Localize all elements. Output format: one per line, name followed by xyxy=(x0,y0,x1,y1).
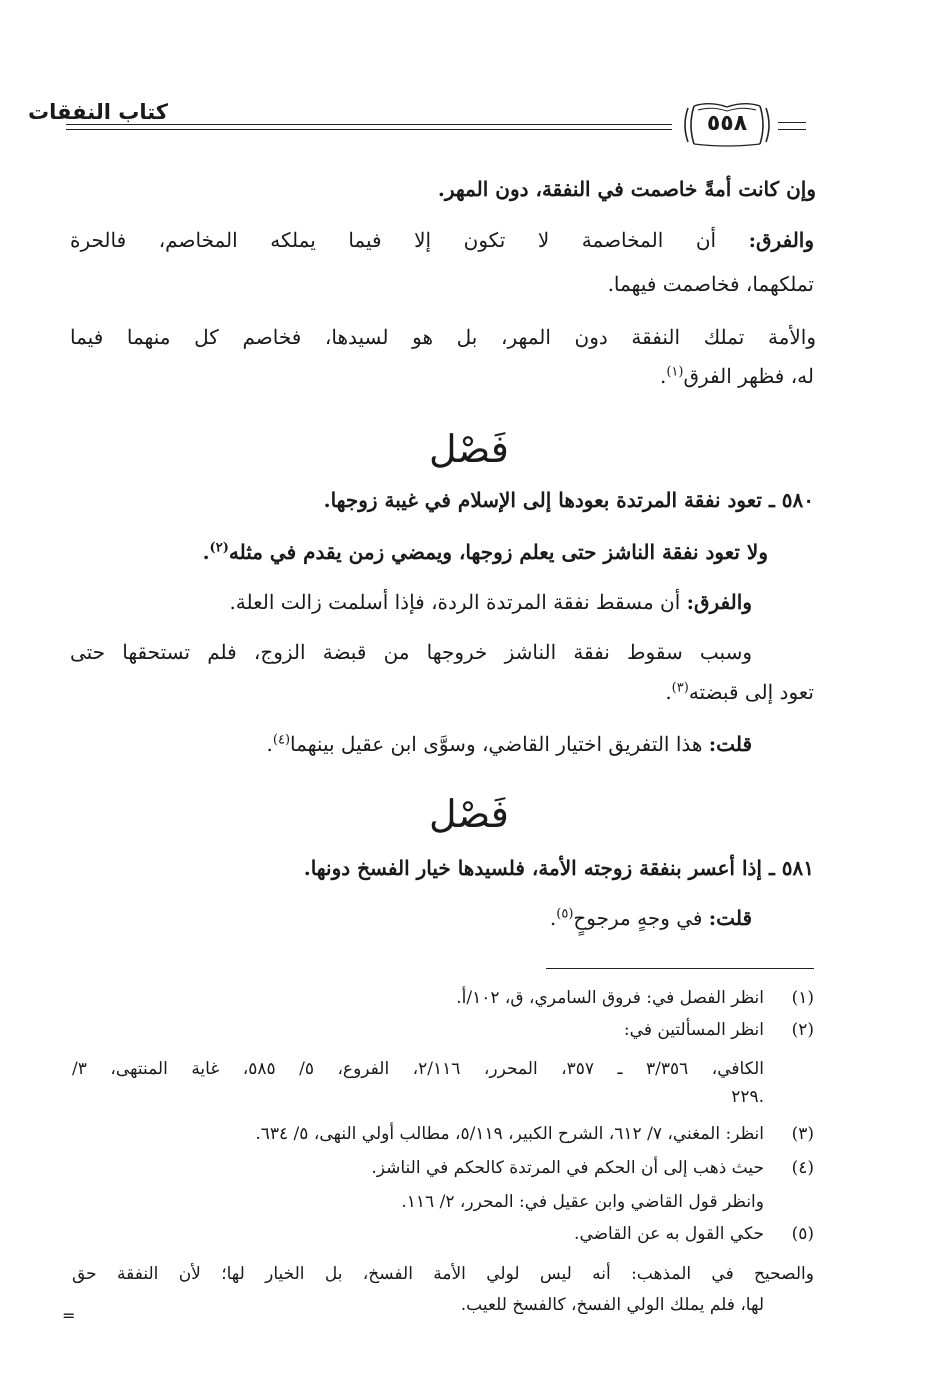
issue-text: ولا تعود نفقة الناشز حتى يعلم زوجها، ويمضي زمن يقدم في مثله xyxy=(228,540,768,564)
footnote-ref: (٢) xyxy=(209,540,229,556)
running-header-title: كتاب النفقات xyxy=(28,100,168,124)
difference-text: أن المخاصمة لا تكون إلا فيما يملكه المخاصم، فالحرة xyxy=(70,228,717,252)
footnote-number: (١) xyxy=(791,988,814,1008)
page-number-ornament xyxy=(680,102,774,148)
difference-paragraph-line xyxy=(70,226,814,254)
explanation-line: والأمة تملك النفقة دون المهر، بل هو لسيدها، فخاصم كل منهما فيما xyxy=(70,325,816,349)
footnote-text: حكي القول به عن القاضي. xyxy=(574,1224,764,1244)
reason-line: تعود إلى قبضته$^{(٣)}$. xyxy=(665,680,814,704)
reason-line: وسبب سقوط نفقة الناشز خروجها من قبضة الزوج، فلم تستحقها حتى xyxy=(70,640,752,664)
qult-label: قلت: xyxy=(708,732,752,756)
issue-number: ٥٨٠ ـ xyxy=(768,488,814,512)
footnote-text: وانظر قول القاضي وابن عقيل في: المحرر، ٢/ ١١٦. xyxy=(401,1192,764,1212)
qult-text: هذا التفريق اختيار القاضي، وسوَّى ابن عقيل بينهما xyxy=(290,732,703,756)
explanation-line: له، فظهر الفرق$^{(١)}$. xyxy=(659,364,814,388)
qult-label: قلت: xyxy=(708,906,752,930)
footnote-text: انظر الفصل في: فروق السامري، ق، ١٠٢/أ. xyxy=(456,988,764,1008)
header-rule-double xyxy=(66,129,672,130)
header-rule xyxy=(66,124,672,125)
footnote-number: (٤) xyxy=(791,1158,814,1178)
issue-number: ٥٨١ ـ xyxy=(768,856,814,880)
footnote-ref: (٤) xyxy=(272,732,291,748)
difference-paragraph xyxy=(229,588,752,616)
section-heading-fasl: فَصْل xyxy=(429,427,509,471)
issue-580 xyxy=(324,486,814,514)
author-note: قلت: هذا التفريق اختيار القاضي، وسوَّى ابن عقيل بينهما$^{(٤)}$. xyxy=(266,732,752,756)
footnote-number: (٢) xyxy=(791,1020,814,1040)
difference-label: والفرق: xyxy=(686,590,752,614)
header-rule-right xyxy=(778,122,806,123)
qult-text: في وجهٍ مرجوحٍ xyxy=(573,906,703,930)
issue-text: تعود نفقة المرتدة بعودها إلى الإسلام في غيبة زوجها. xyxy=(323,488,762,512)
page-corner-mark: = xyxy=(62,1306,76,1325)
difference-text: أن مسقط نفقة المرتدة الردة، فإذا أسلمت زالت العلة. xyxy=(229,590,681,614)
ruling-text: وإن كانت أمةً خاصمت في النفقة، دون المهر. xyxy=(437,177,816,201)
footnote-text: حيث ذهب إلى أن الحكم في المرتدة كالحكم في الناشز. xyxy=(371,1158,764,1178)
footnote-text: انظر المسألتين في: xyxy=(623,1020,764,1040)
footnote-number: (٥) xyxy=(791,1224,814,1244)
footnote-text: ٢٢٩. xyxy=(731,1087,764,1107)
page-number: ٥٥٨ xyxy=(706,111,748,136)
author-note: قلت: في وجهٍ مرجوحٍ$^{(٥)}$. xyxy=(549,906,752,930)
footnote-ref: (١) xyxy=(666,364,684,380)
issue-580-continuation: ولا تعود نفقة الناشز حتى يعلم زوجها، ويمضي زمن يقدم في مثله$^{(٢)}$. xyxy=(202,540,768,564)
header-rule-right-double xyxy=(778,129,806,130)
issue-581 xyxy=(304,854,814,882)
reason-text: تعود إلى قبضته xyxy=(688,680,814,704)
footnote-text: انظر: المغني، ٧/ ٦١٢، الشرح الكبير، ٥/١١٩، مطالب أولي النهى، ٥/ ٦٣٤. xyxy=(255,1124,764,1144)
footnote-text: لها، فلم يملك الولي الفسخ، كالفسخ للعيب. xyxy=(460,1295,764,1315)
difference-paragraph-line: تملكهما، فخاصمت فيهما. xyxy=(607,272,814,296)
footnote-text: الكافي، ٣/٣٥٦ ـ ٣٥٧، المحرر، ٢/١١٦، الفروع، ٥/ ٥٨٥، غاية المنتهى، ٣/ xyxy=(72,1059,764,1079)
footnote-number: (٣) xyxy=(791,1124,814,1144)
footnote-text: والصحيح في المذهب: أنه ليس لولي الأمة الفسخ، بل الخيار لها؛ لأن النفقة حق xyxy=(72,1264,814,1284)
footnote-ref: (٥) xyxy=(556,906,574,922)
footnote-ref: (٣) xyxy=(671,680,689,696)
explanation-text: له، فظهر الفرق xyxy=(683,364,814,388)
issue-text: إذا أعسر بنفقة زوجته الأمة، فلسيدها خيار الفسخ دونها. xyxy=(303,856,762,880)
footnote-separator xyxy=(546,968,814,969)
difference-label: والفرق: xyxy=(748,228,815,252)
section-heading-fasl: فَصْل xyxy=(429,792,509,836)
